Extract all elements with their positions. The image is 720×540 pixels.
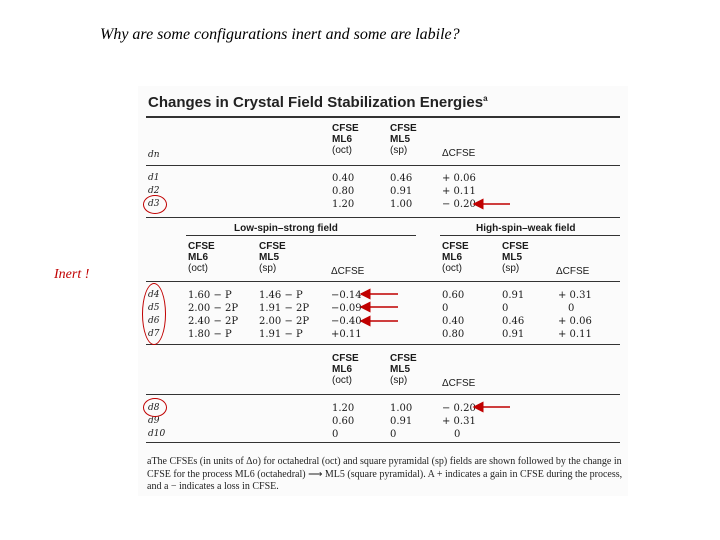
s2-ls-head-sp-l2: ML5 bbox=[259, 252, 279, 263]
s3-head-oct-l1: CFSE bbox=[332, 353, 359, 364]
s2-ls-head-sp-l1: CFSE bbox=[259, 241, 286, 252]
table-footnote: aThe CFSEs (in units of Δo) for octahedral (oct) and square pyramidal (sp) fields are shown followed by the change in CFSE for the process ML6 (octahedral) ⟶ ML5 (square pyramidal). A + indicates a gain in CFSE during the process, and a − indicates a loss in CFSE. bbox=[147, 456, 623, 492]
s2-row1-hs-delta: + 0.31 bbox=[558, 290, 592, 301]
s1-row2-sp: 0.91 bbox=[390, 186, 413, 197]
s1-row3-sp: 1.00 bbox=[390, 199, 413, 210]
s2-ls-head-oct-l2: ML6 bbox=[188, 252, 208, 263]
s3-head-sp-l1: CFSE bbox=[390, 353, 417, 364]
s3-row3-delta: 0 bbox=[454, 429, 461, 440]
s2-row3-ls-oct: 2.40 − 2P bbox=[188, 316, 239, 327]
s1-row1-sp: 0.46 bbox=[390, 173, 413, 184]
s3-row3-oct: 0 bbox=[332, 429, 339, 440]
slide-title: Why are some configurations inert and some are labile? bbox=[100, 26, 460, 43]
s1-head-sp-l3: (sp) bbox=[390, 145, 408, 156]
s2-ls-head-oct-l3: (oct) bbox=[188, 263, 208, 274]
s1-head-sp-l1: CFSE bbox=[390, 123, 417, 134]
s2-row4-ls-oct: 1.80 − P bbox=[188, 329, 232, 340]
table-title-text: Changes in Crystal Field Stabilization Energies bbox=[148, 94, 484, 111]
s1-head-delta: ΔCFSE bbox=[442, 148, 476, 159]
s2-hs-head-oct-l1: CFSE bbox=[442, 241, 469, 252]
s2-row4-hs-delta: + 0.11 bbox=[558, 329, 592, 340]
s2-row4-ls-delta: +0.11 bbox=[331, 329, 362, 340]
s3-head-sp-l2: ML5 bbox=[390, 364, 410, 375]
dn-label: dn bbox=[148, 150, 160, 160]
s2-row3-hs-sp: 0.46 bbox=[502, 316, 525, 327]
s2-row2-d: d5 bbox=[148, 303, 160, 313]
s2-row4-hs-oct: 0.80 bbox=[442, 329, 465, 340]
s2-row4-ls-sp: 1.91 − P bbox=[259, 329, 303, 340]
s2-row4-hs-sp: 0.91 bbox=[502, 329, 525, 340]
low-spin-label: Low-spin–strong field bbox=[234, 223, 338, 234]
s2-row3-ls-delta: −0.40 bbox=[331, 316, 362, 327]
s1-row2-d: d2 bbox=[148, 186, 160, 196]
s2-row2-ls-delta: −0.09 bbox=[331, 303, 362, 314]
s2-row3-hs-oct: 0.40 bbox=[442, 316, 465, 327]
s2-row1-hs-oct: 0.60 bbox=[442, 290, 465, 301]
s2-row1-ls-delta: −0.14 bbox=[331, 290, 362, 301]
s2-hs-head-oct-l3: (oct) bbox=[442, 263, 462, 274]
s3-row3-sp: 0 bbox=[390, 429, 397, 440]
s2-row2-hs-sp: 0 bbox=[502, 303, 509, 314]
s3-row3-d: d10 bbox=[148, 429, 166, 439]
high-spin-label: High-spin–weak field bbox=[476, 223, 576, 234]
s3-row2-delta: + 0.31 bbox=[442, 416, 476, 427]
s3-head-sp-l3: (sp) bbox=[390, 375, 408, 386]
s2-row1-ls-oct: 1.60 − P bbox=[188, 290, 232, 301]
s2-hs-head-sp-l1: CFSE bbox=[502, 241, 529, 252]
s3-row1-d: d8 bbox=[148, 403, 160, 413]
s3-row2-d: d9 bbox=[148, 416, 160, 426]
s1-row2-oct: 0.80 bbox=[332, 186, 355, 197]
s1-head-oct-l1: CFSE bbox=[332, 123, 359, 134]
s2-row2-hs-oct: 0 bbox=[442, 303, 449, 314]
s2-hs-head-oct-l2: ML6 bbox=[442, 252, 462, 263]
s2-ls-head-sp-l3: (sp) bbox=[259, 263, 277, 274]
s1-head-oct-l2: ML6 bbox=[332, 134, 352, 145]
s3-row1-oct: 1.20 bbox=[332, 403, 355, 414]
s2-ls-head-delta: ΔCFSE bbox=[331, 266, 365, 277]
s2-row2-ls-sp: 1.91 − 2P bbox=[259, 303, 310, 314]
s2-row1-hs-sp: 0.91 bbox=[502, 290, 525, 301]
s1-row3-delta: − 0.20 bbox=[442, 199, 476, 210]
s1-head-oct-l3: (oct) bbox=[332, 145, 352, 156]
s2-ls-head-oct-l1: CFSE bbox=[188, 241, 215, 252]
s1-row3-d: d3 bbox=[148, 199, 160, 209]
s1-row1-oct: 0.40 bbox=[332, 173, 355, 184]
s2-row3-d: d6 bbox=[148, 316, 160, 326]
s2-row1-d: d4 bbox=[148, 290, 160, 300]
inert-label: Inert ! bbox=[54, 267, 90, 282]
s3-head-oct-l2: ML6 bbox=[332, 364, 352, 375]
s1-row2-delta: + 0.11 bbox=[442, 186, 476, 197]
s2-hs-head-sp-l3: (sp) bbox=[502, 263, 520, 274]
s2-row3-hs-delta: + 0.06 bbox=[558, 316, 592, 327]
s3-head-oct-l3: (oct) bbox=[332, 375, 352, 386]
s3-head-delta: ΔCFSE bbox=[442, 378, 476, 389]
s2-row1-ls-sp: 1.46 − P bbox=[259, 290, 303, 301]
s3-row2-oct: 0.60 bbox=[332, 416, 355, 427]
s3-row1-delta: − 0.20 bbox=[442, 403, 476, 414]
s2-row2-hs-delta: 0 bbox=[568, 303, 575, 314]
s1-row3-oct: 1.20 bbox=[332, 199, 355, 210]
s2-hs-head-delta: ΔCFSE bbox=[556, 266, 590, 277]
s3-row2-sp: 0.91 bbox=[390, 416, 413, 427]
title-footnote-marker: a bbox=[483, 94, 488, 103]
s2-hs-head-sp-l2: ML5 bbox=[502, 252, 522, 263]
s1-head-sp-l2: ML5 bbox=[390, 134, 410, 145]
s2-row3-ls-sp: 2.00 − 2P bbox=[259, 316, 310, 327]
s3-row1-sp: 1.00 bbox=[390, 403, 413, 414]
s1-row1-d: d1 bbox=[148, 173, 160, 183]
s1-row1-delta: + 0.06 bbox=[442, 173, 476, 184]
s2-row4-d: d7 bbox=[148, 329, 160, 339]
s2-row2-ls-oct: 2.00 − 2P bbox=[188, 303, 239, 314]
